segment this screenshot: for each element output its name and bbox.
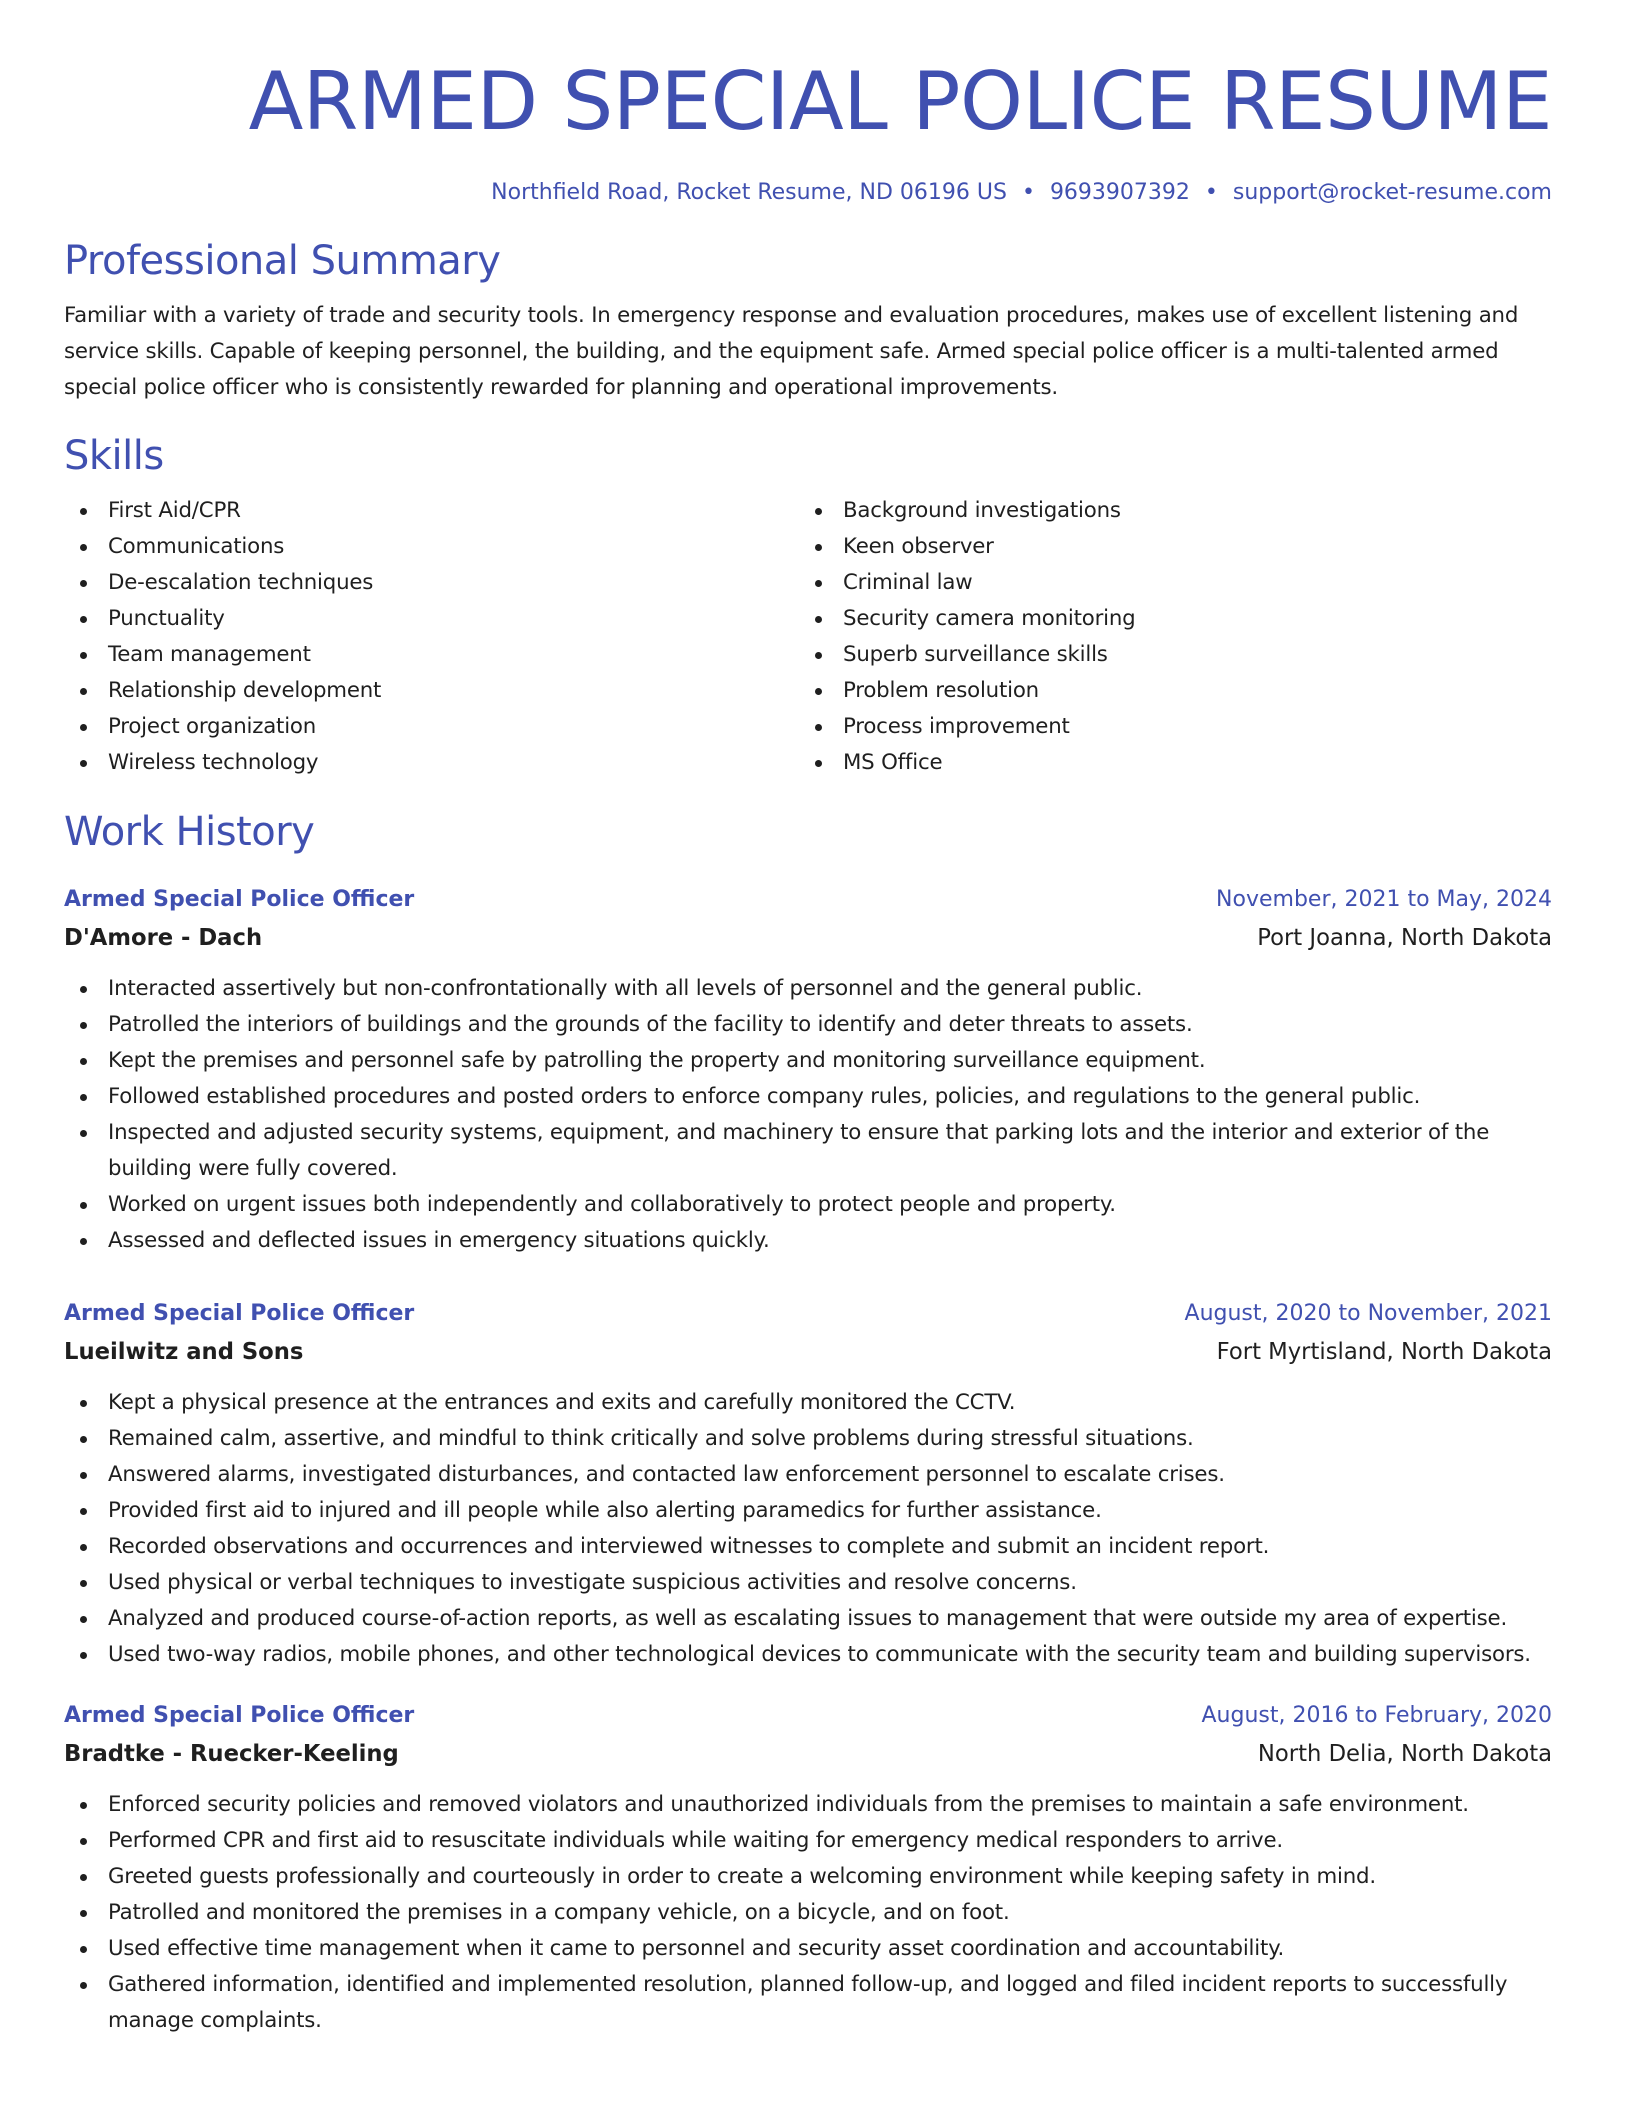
duty-item: Assessed and deflected issues in emergency situations quickly. (64, 1223, 1552, 1259)
job-dates: November, 2021 to May, 2024 (1216, 887, 1552, 912)
job-location: North Delia, North Dakota (1257, 1741, 1552, 1767)
job-location: Fort Myrtisland, North Dakota (1216, 1339, 1552, 1365)
resume-page (64, 0, 1552, 2039)
duty-item: Used two-way radios, mobile phones, and other technological devices to communicate with the security team and building supervisors. (64, 1637, 1552, 1673)
duty-item: Used physical or verbal techniques to investigate suspicious activities and resolve concerns. (64, 1565, 1552, 1601)
skill-item: Wireless technology (64, 745, 799, 781)
job-company: D'Amore - Dach (64, 925, 263, 951)
duty-item: Recorded observations and occurrences and interviewed witnesses to complete and submit an incident report. (64, 1529, 1552, 1565)
duty-item: Gathered information, identified and implemented resolution, planned follow-up, and logged and filed incident reports to successfully manage complaints. (64, 1967, 1552, 2039)
resume-title: ARMED SPECIAL POLICE RESUME (248, 55, 1552, 148)
job-subheader (64, 1735, 1552, 1773)
duty-item: Patrolled the interiors of buildings and the grounds of the facility to identify and deter threats to assets. (64, 1007, 1552, 1043)
contact-address: Northfield Road, Rocket Resume, ND 06196 US (491, 180, 1007, 205)
duty-item: Enforced security policies and removed violators and unauthorized individuals from the premises to maintain a safe environment. (64, 1787, 1552, 1823)
duty-item: Used effective time management when it came to personnel and security asset coordination and accountability. (64, 1931, 1552, 1967)
skill-item: Project organization (64, 709, 799, 745)
job-header (64, 1697, 1552, 1735)
job-company: Lueilwitz and Sons (64, 1339, 304, 1365)
summary-text: Familiar with a variety of trade and security tools. In emergency response and evaluation procedures, makes use of excellent listening and service skills. Capable of keeping personnel, the building, and the equipment safe. Armed special police officer is a multi-talented armed special police officer who is consistently rewarded for planning and operational improvements. (64, 303, 1519, 400)
duty-item: Kept the premises and personnel safe by patrolling the property and monitoring surveillance equipment. (64, 1043, 1552, 1079)
contact-email[interactable]: support@rocket-resume.com (1232, 180, 1552, 205)
job-role: Armed Special Police Officer (64, 1703, 415, 1728)
skills-heading: Skills (64, 433, 164, 479)
contact-separator: • (1021, 180, 1035, 205)
skill-item: Problem resolution (799, 673, 1534, 709)
contact-phone: 9693907392 (1049, 180, 1190, 205)
work-history-heading: Work History (64, 809, 315, 855)
skill-item: First Aid/CPR (64, 493, 799, 529)
duty-item: Followed established procedures and posted orders to enforce company rules, policies, and regulations to the general public. (64, 1079, 1552, 1115)
skill-item: Security camera monitoring (799, 601, 1534, 637)
job-entry (64, 1295, 1552, 1673)
job-company: Bradtke - Ruecker-Keeling (64, 1741, 399, 1767)
skill-item: Punctuality (64, 601, 799, 637)
job-duties (64, 1787, 1552, 2039)
duty-item: Provided first aid to injured and ill people while also alerting paramedics for further assistance. (64, 1493, 1552, 1529)
skill-item: Team management (64, 637, 799, 673)
job-duties (64, 971, 1552, 1259)
job-dates: August, 2020 to November, 2021 (1184, 1301, 1552, 1326)
skills-list (64, 493, 1552, 781)
job-entry (64, 881, 1552, 1259)
skill-item: Process improvement (799, 709, 1534, 745)
job-header (64, 1295, 1552, 1333)
skill-item: De-escalation techniques (64, 565, 799, 601)
skills-column-right (799, 493, 1534, 781)
skill-item: Communications (64, 529, 799, 565)
duty-item: Performed CPR and first aid to resuscitate individuals while waiting for emergency medical responders to arrive. (64, 1823, 1552, 1859)
job-location: Port Joanna, North Dakota (1257, 925, 1552, 951)
skill-item: Keen observer (799, 529, 1534, 565)
duty-item: Patrolled and monitored the premises in a company vehicle, on a bicycle, and on foot. (64, 1895, 1552, 1931)
contact-separator: • (1204, 180, 1218, 205)
duty-item: Analyzed and produced course-of-action reports, as well as escalating issues to management that were outside my area of expertise. (64, 1601, 1552, 1637)
duty-item: Remained calm, assertive, and mindful to think critically and solve problems during stressful situations. (64, 1421, 1552, 1457)
skill-item: Background investigations (799, 493, 1534, 529)
duty-item: Greeted guests professionally and courteously in order to create a welcoming environment while keeping safety in mind. (64, 1859, 1552, 1895)
job-duties (64, 1385, 1552, 1673)
skills-column-left (64, 493, 799, 781)
summary-heading: Professional Summary (64, 238, 501, 284)
duty-item: Inspected and adjusted security systems, equipment, and machinery to ensure that parking lots and the interior and exterior of the building were fully covered. (64, 1115, 1552, 1187)
job-subheader (64, 919, 1552, 957)
job-role: Armed Special Police Officer (64, 1301, 415, 1326)
skill-item: MS Office (799, 745, 1534, 781)
job-dates: August, 2016 to February, 2020 (1201, 1703, 1552, 1728)
job-entry (64, 1697, 1552, 2039)
duty-item: Answered alarms, investigated disturbances, and contacted law enforcement personnel to escalate crises. (64, 1457, 1552, 1493)
contact-line (64, 178, 1552, 208)
job-header (64, 881, 1552, 919)
skill-item: Superb surveillance skills (799, 637, 1534, 673)
skill-item: Relationship development (64, 673, 799, 709)
duty-item: Worked on urgent issues both independently and collaboratively to protect people and property. (64, 1187, 1552, 1223)
job-role: Armed Special Police Officer (64, 887, 415, 912)
duty-item: Interacted assertively but non-confrontationally with all levels of personnel and the general public. (64, 971, 1552, 1007)
job-subheader (64, 1333, 1552, 1371)
skill-item: Criminal law (799, 565, 1534, 601)
duty-item: Kept a physical presence at the entrances and exits and carefully monitored the CCTV. (64, 1385, 1552, 1421)
